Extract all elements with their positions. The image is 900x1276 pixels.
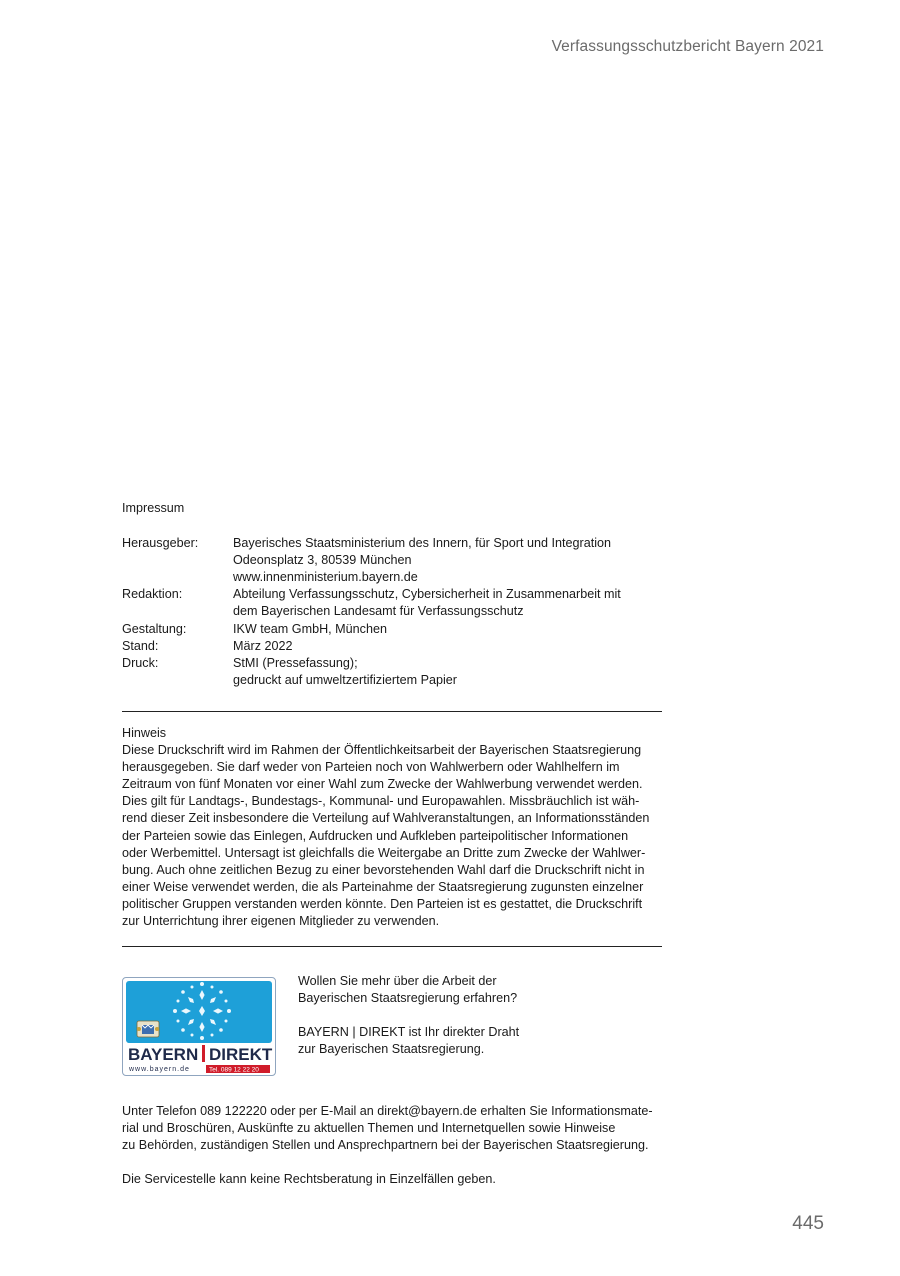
running-header: Verfassungsschutzbericht Bayern 2021 (551, 38, 824, 55)
contact-line: zu Behörden, zuständigen Stellen und Ansprechpartnern bei der Bayerischen Staatsregierung. (122, 1138, 649, 1153)
hinweis-line: zur Unterrichtung ihrer eigenen Mitglieder zu verwenden. (122, 913, 440, 928)
impressum-line: Odeonsplatz 3, 80539 München (233, 553, 412, 568)
bayern-direkt-section (122, 973, 662, 1103)
impressum-line: März 2022 (233, 638, 293, 653)
impressum-value (233, 586, 662, 620)
impressum-value (233, 535, 662, 586)
bayern-direkt-logo (122, 977, 276, 1076)
hinweis-line: Zeitraum von fünf Monaten vor einer Wahl zum Zwecke der Wahlwerbung verwendet werden. (122, 777, 643, 792)
bayern-direct-line: zur Bayerischen Staatsregierung. (298, 1042, 485, 1057)
impressum-line: gedruckt auf umweltzertifiziertem Papier (233, 672, 457, 687)
contact-line: rial und Broschüren, Auskünfte zu aktuellen Themen und Internetquellen sowie Hinweise (122, 1121, 616, 1136)
hinweis-line: herausgegeben. Sie darf weder von Parteien noch von Wahlwerbern oder Wahlhelfern im (122, 760, 620, 775)
divider (122, 711, 662, 712)
hinweis-line: Diese Druckschrift wird im Rahmen der Öffentlichkeitsarbeit der Bayerischen Staatsregierung (122, 743, 642, 758)
logo-url: www.bayern.de (129, 1066, 190, 1074)
logo-red-separator (202, 1045, 205, 1062)
bayern-direct-line: BAYERN | DIREKT ist Ihr direkter Draht (298, 1025, 520, 1040)
impressum-value (233, 638, 662, 655)
impressum-row-redaktion (122, 586, 662, 620)
impressum-title: Impressum (122, 501, 185, 515)
impressum-label: Redaktion: (122, 587, 183, 602)
impressum-line: dem Bayerischen Landesamt für Verfassungsschutz (233, 604, 524, 619)
hinweis-line: rend dieser Zeit insbesondere die Verteilung auf Wahlveranstaltungen, an Informationsständen (122, 811, 650, 826)
impressum-row-herausgeber (122, 535, 662, 586)
impressum-line: www.innenministerium.bayern.de (233, 570, 418, 585)
impressum-table (122, 535, 662, 689)
impressum-value (233, 621, 662, 638)
hinweis-section (122, 725, 662, 930)
impressum-row-gestaltung (122, 621, 662, 638)
bayern-intro-line: Wollen Sie mehr über die Arbeit der (298, 974, 497, 989)
impressum-row-stand (122, 638, 662, 655)
logo-wordmark-direkt: DIREKT (209, 1045, 273, 1065)
impressum-label: Herausgeber: (122, 536, 199, 551)
hinweis-line: oder Werbemittel. Untersagt ist gleichfalls die Weitergabe an Dritte zum Zwecke der Wahlwer- (122, 845, 646, 860)
impressum-line: StMI (Pressefassung); (233, 655, 358, 670)
bayern-direkt-text (298, 973, 658, 1058)
hinweis-line: bung. Auch ohne zeitlichen Bezug zu einer bevorstehenden Wahl darf die Druckschrift nicht in (122, 862, 645, 877)
imprint-page-content (122, 500, 662, 1188)
contact-paragraph (122, 1103, 662, 1154)
contact-line: Unter Telefon 089 122220 oder per E-Mail an direkt@bayern.de erhalten Sie Informationsmate- (122, 1104, 653, 1119)
hinweis-line: einer Weise verwendet werden, die als Parteinahme der Staatsregierung zugunsten einzelner (122, 879, 644, 894)
impressum-label: Druck: (122, 655, 159, 670)
page-number: 445 (792, 1213, 824, 1234)
impressum-line: Abteilung Verfassungsschutz, Cybersicherheit in Zusammenarbeit mit (233, 587, 621, 602)
impressum-label: Gestaltung: (122, 621, 187, 636)
logo-wordmark-bayern: BAYERN (128, 1045, 199, 1065)
impressum-line: Bayerisches Staatsministerium des Innern, für Sport und Integration (233, 536, 612, 551)
hinweis-title: Hinweis (122, 725, 167, 740)
bavarian-coat-of-arms-icon (137, 1021, 159, 1037)
hinweis-line: der Parteien sowie das Einlegen, Aufdrucken und Aufkleben parteipolitischer Informationen (122, 828, 629, 843)
impressum-row-druck (122, 655, 662, 689)
impressum-label: Stand: (122, 638, 159, 653)
logo-tel: Tel. 089 12 22 20 (209, 1066, 259, 1074)
bayern-intro-line: Bayerischen Staatsregierung erfahren? (298, 991, 518, 1006)
impressum-value (233, 655, 662, 689)
service-note: Die Servicestelle kann keine Rechtsberatung in Einzelfällen geben. (122, 1172, 496, 1187)
hinweis-line: politischer Gruppen verstanden werden könnte. Den Parteien ist es gestattet, die Druckschrift (122, 896, 643, 911)
impressum-line: IKW team GmbH, München (233, 621, 387, 636)
bayern-direkt-logo-graphic (123, 978, 275, 1075)
divider (122, 946, 662, 947)
hinweis-line: Dies gilt für Landtags-, Bundestags-, Kommunal- und Europawahlen. Missbräuchlich ist wäh- (122, 794, 640, 809)
